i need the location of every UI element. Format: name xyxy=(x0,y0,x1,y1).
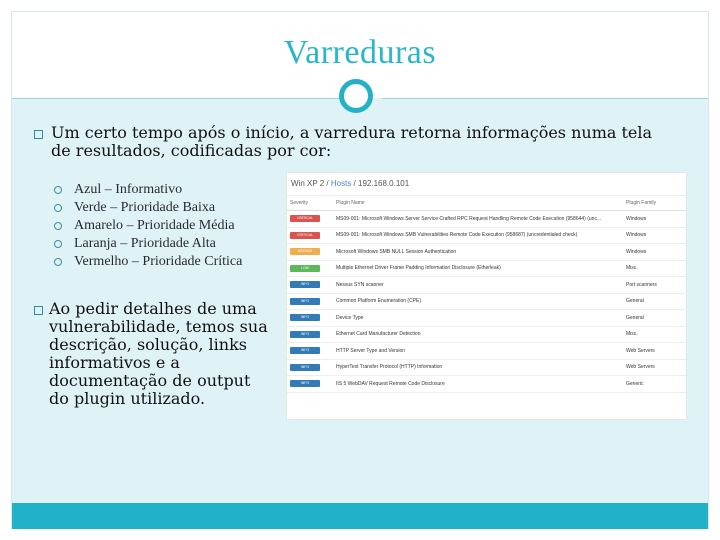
severity-badge: INFO xyxy=(290,314,320,321)
paragraph-2-line: do plugin utilizado. xyxy=(49,389,206,408)
breadcrumb-hosts-link[interactable]: Hosts xyxy=(330,179,352,188)
severity-badge: INFO xyxy=(290,331,320,338)
severity-label: Verde – Prioridade Baixa xyxy=(74,200,216,215)
severity-cell xyxy=(287,310,333,327)
plugin-family-cell: Windows xyxy=(623,227,686,244)
plugin-name-cell: Common Platform Enumeration (CPE) xyxy=(333,293,623,310)
plugin-name-cell: IIS 5 WebDAV Request Remote Code Disclosure xyxy=(333,376,623,393)
plugin-family-cell: Windows xyxy=(623,244,686,261)
bullet-square-icon xyxy=(34,306,43,315)
severity-badge: MEDIUM xyxy=(290,248,320,255)
plugin-name-cell: Multiple Ethernet Driver Frame Padding Information Disclosure (Etherleak) xyxy=(333,260,623,277)
plugin-family-cell: Generic xyxy=(623,376,686,393)
paragraph-2-line: vulnerabilidade, temos sua xyxy=(49,317,268,336)
severity-cell xyxy=(287,211,333,228)
paragraph-2-line: descrição, solução, links xyxy=(49,335,247,354)
plugin-name-cell: MS09-001: Microsoft Windows SMB Vulnerabilities Remote Code Execution (958687) (uncredentialed check) xyxy=(333,227,623,244)
severity-label: Laranja – Prioridade Alta xyxy=(74,236,216,251)
severity-cell xyxy=(287,244,333,261)
severity-badge: CRITICAL xyxy=(290,232,320,239)
plugin-name-cell: MS09-001: Microsoft Windows Server Service Crafted RPC Request Handling Remote Code Execution (958644) (unc... xyxy=(333,211,623,228)
paragraph-1-line-2: de resultados, codificadas por cor: xyxy=(51,141,332,160)
table-row[interactable] xyxy=(287,326,686,343)
slide-title: Varreduras xyxy=(283,34,437,71)
title-ring-ornament xyxy=(339,79,373,113)
plugin-family-cell: Web Servers xyxy=(623,343,686,360)
breadcrumb: Win XP 2 / Hosts / 192.168.0.101 xyxy=(287,173,686,196)
severity-badge: INFO xyxy=(290,298,320,305)
table-row[interactable] xyxy=(287,260,686,277)
circle-bullet-icon xyxy=(54,240,62,248)
paragraph-2-line: Ao pedir detalhes de uma xyxy=(49,299,257,318)
severity-label: Vermelho – Prioridade Crítica xyxy=(74,254,243,269)
circle-bullet-icon xyxy=(54,222,62,230)
plugin-name-cell: HTTP Server Type and Version xyxy=(333,343,623,360)
plugin-name-cell: Microsoft Windows SMB NULL Session Authentication xyxy=(333,244,623,261)
breadcrumb-ip: 192.168.0.101 xyxy=(358,179,410,188)
table-row[interactable] xyxy=(287,244,686,261)
results-table xyxy=(287,196,686,393)
severity-cell xyxy=(287,227,333,244)
severity-label: Amarelo – Prioridade Média xyxy=(74,218,235,233)
plugin-name-cell: Nessus SYN scanner xyxy=(333,277,623,294)
table-row[interactable] xyxy=(287,343,686,360)
breadcrumb-host: Win XP 2 xyxy=(291,179,325,188)
paragraph-1-line-1: Um certo tempo após o início, a varredura retorna informações numa tela xyxy=(51,123,653,142)
severity-cell xyxy=(287,277,333,294)
plugin-family-cell: General xyxy=(623,293,686,310)
severity-cell xyxy=(287,260,333,277)
table-row[interactable] xyxy=(287,293,686,310)
plugin-family-cell: Port scanners xyxy=(623,277,686,294)
plugin-family-cell: Misc. xyxy=(623,260,686,277)
severity-cell xyxy=(287,376,333,393)
plugin-name-cell: Ethernet Card Manufacturer Detection xyxy=(333,326,623,343)
paragraph-2-line: informativos e a xyxy=(49,353,180,372)
bullet-square-icon xyxy=(34,130,43,139)
column-header[interactable]: Severity xyxy=(287,196,333,211)
column-header[interactable]: Plugin Family xyxy=(623,196,686,211)
severity-badge: CRITICAL xyxy=(290,215,320,222)
table-row[interactable] xyxy=(287,376,686,393)
table-row[interactable] xyxy=(287,227,686,244)
scan-results-screenshot xyxy=(286,172,687,420)
severity-label: Azul – Informativo xyxy=(74,182,183,197)
severity-cell xyxy=(287,293,333,310)
table-row[interactable] xyxy=(287,359,686,376)
plugin-family-cell: Misc. xyxy=(623,326,686,343)
severity-badge: LOW xyxy=(290,265,320,272)
severity-badge: INFO xyxy=(290,347,320,354)
circle-bullet-icon xyxy=(54,186,62,194)
plugin-family-cell: Web Servers xyxy=(623,359,686,376)
circle-bullet-icon xyxy=(54,258,62,266)
table-header-row xyxy=(287,196,686,211)
paragraph-2-line: documentação de output xyxy=(49,371,251,390)
plugin-name-cell: Device Type xyxy=(333,310,623,327)
paragraph-2 xyxy=(49,300,268,408)
severity-badge: INFO xyxy=(290,281,320,288)
plugin-family-cell: Windows xyxy=(623,211,686,228)
title-divider-right xyxy=(382,98,708,99)
severity-cell xyxy=(287,359,333,376)
severity-badge: INFO xyxy=(290,380,320,387)
severity-cell xyxy=(287,326,333,343)
plugin-name-cell: HyperText Transfer Protocol (HTTP) Information xyxy=(333,359,623,376)
table-row[interactable] xyxy=(287,277,686,294)
severity-cell xyxy=(287,343,333,360)
circle-bullet-icon xyxy=(54,204,62,212)
footer-bar xyxy=(12,503,708,529)
table-row[interactable] xyxy=(287,310,686,327)
table-row[interactable] xyxy=(287,211,686,228)
severity-badge: INFO xyxy=(290,364,320,371)
column-header[interactable]: Plugin Name xyxy=(333,196,623,211)
plugin-family-cell: General xyxy=(623,310,686,327)
title-divider-left xyxy=(12,98,340,99)
